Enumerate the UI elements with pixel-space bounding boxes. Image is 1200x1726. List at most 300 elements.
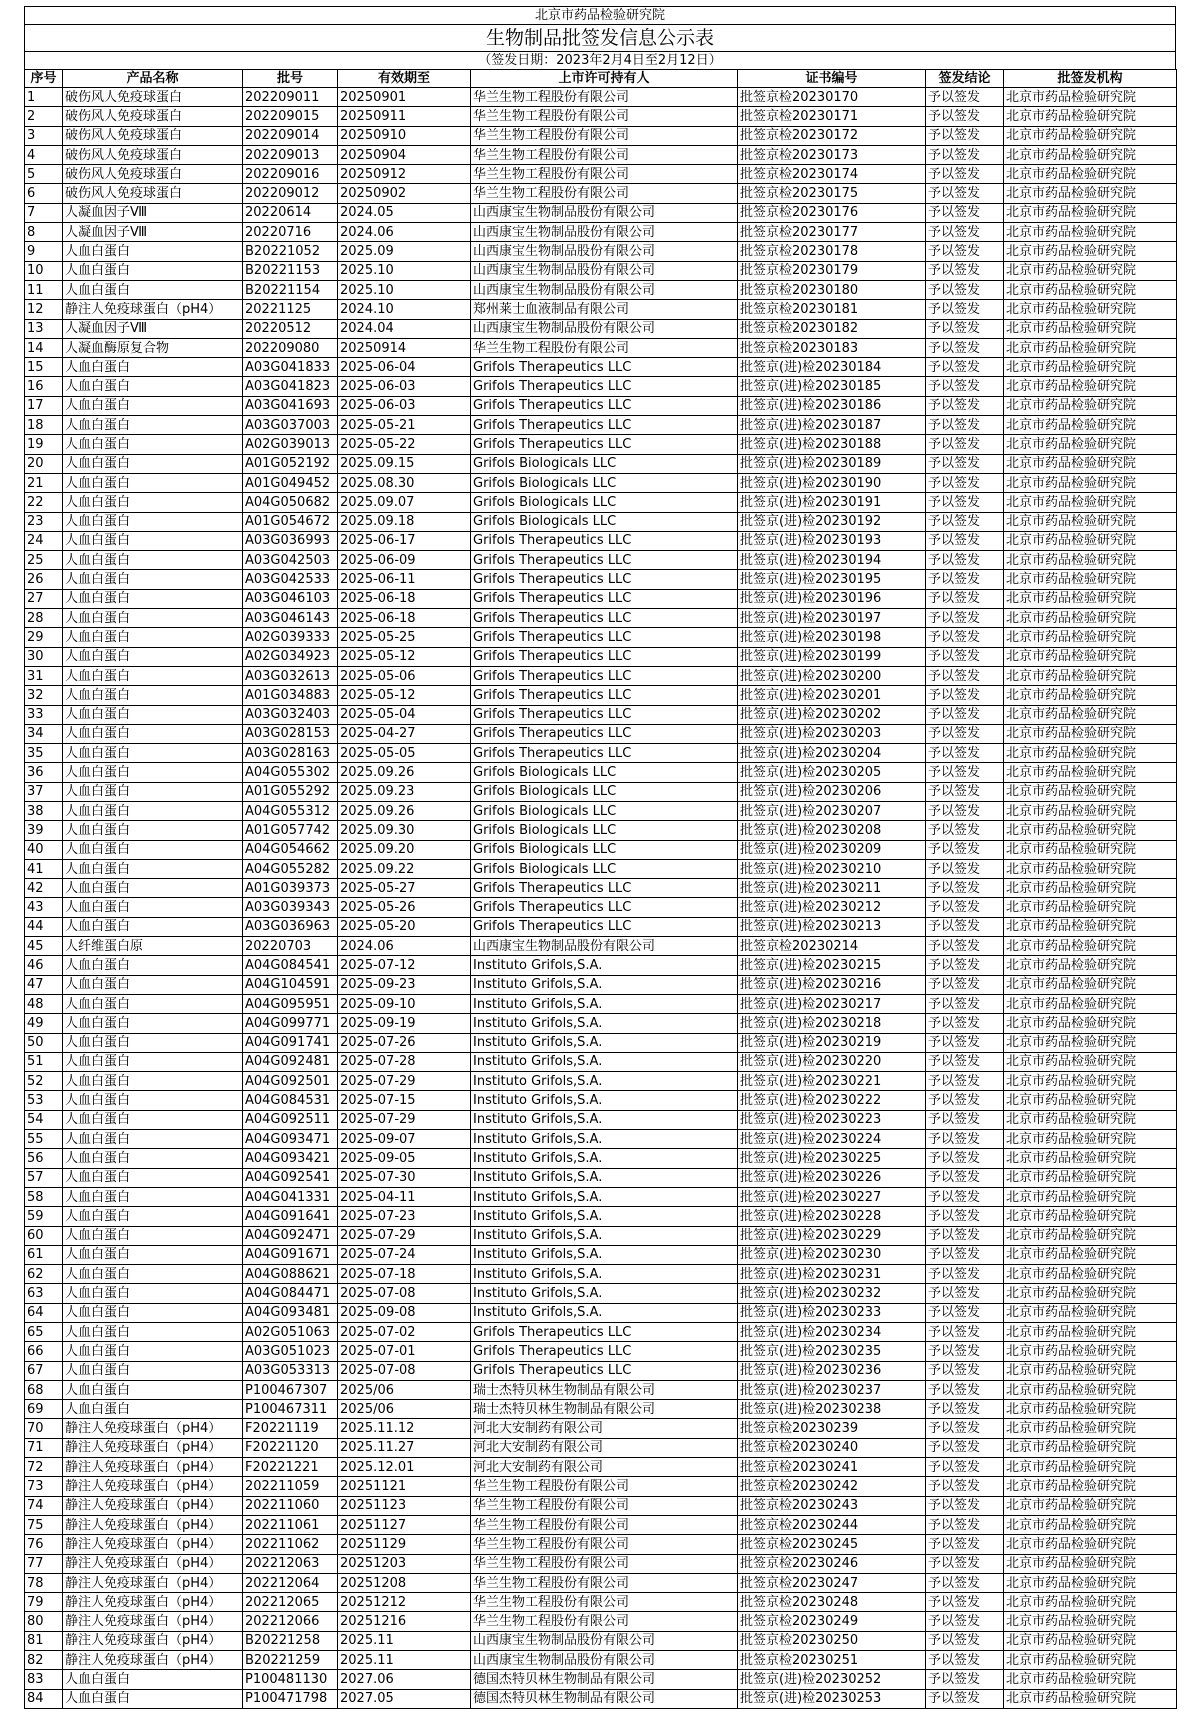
- table-row: [25, 1380, 1177, 1399]
- cell-seq: 79: [25, 1593, 63, 1612]
- cell-issuing-agency: 北京市药品检验研究院: [1004, 223, 1177, 242]
- cell-conclusion: 予以签发: [926, 1168, 1004, 1187]
- cell-license-holder: Grifols Therapeutics LLC: [471, 917, 738, 936]
- cell-conclusion: 予以签发: [926, 801, 1004, 820]
- table-row: [25, 338, 1177, 357]
- cell-certificate-number: 批签京检20230242: [738, 1477, 926, 1496]
- cell-batch-number: B20221052: [243, 242, 338, 261]
- cell-batch-number: 202209011: [243, 88, 338, 107]
- cell-license-holder: Grifols Biologicals LLC: [471, 801, 738, 820]
- cell-seq: 55: [25, 1130, 63, 1149]
- cell-license-holder: Grifols Therapeutics LLC: [471, 879, 738, 898]
- cell-conclusion: 予以签发: [926, 512, 1004, 531]
- table-row: [25, 300, 1177, 319]
- table-row: [25, 531, 1177, 550]
- cell-conclusion: 予以签发: [926, 493, 1004, 512]
- cell-license-holder: Instituto Grifols,S.A.: [471, 975, 738, 994]
- cell-conclusion: 予以签发: [926, 435, 1004, 454]
- cell-batch-number: B20221259: [243, 1651, 338, 1670]
- cell-seq: 35: [25, 744, 63, 763]
- cell-issuing-agency: 北京市药品检验研究院: [1004, 1207, 1177, 1226]
- cell-issuing-agency: 北京市药品检验研究院: [1004, 512, 1177, 531]
- cell-conclusion: 予以签发: [926, 1631, 1004, 1650]
- cell-license-holder: Grifols Biologicals LLC: [471, 859, 738, 878]
- cell-batch-number: 20220703: [243, 937, 338, 956]
- cell-issuing-agency: 北京市药品检验研究院: [1004, 1323, 1177, 1342]
- cell-product-name: 静注人免疫球蛋白（pH4）: [63, 1496, 243, 1515]
- cell-conclusion: 予以签发: [926, 1072, 1004, 1091]
- table-row: [25, 1651, 1177, 1670]
- cell-product-name: 人纤维蛋白原: [63, 937, 243, 956]
- cell-license-holder: 华兰生物工程股份有限公司: [471, 1496, 738, 1515]
- cell-certificate-number: 批签京检20230245: [738, 1535, 926, 1554]
- cell-issuing-agency: 北京市药品检验研究院: [1004, 1458, 1177, 1477]
- table-row: [25, 1535, 1177, 1554]
- table-row: [25, 1187, 1177, 1206]
- cell-expiry-date: 20251127: [338, 1515, 471, 1534]
- cell-product-name: 人血白蛋白: [63, 879, 243, 898]
- cell-certificate-number: 批签京(进)检20230190: [738, 473, 926, 492]
- cell-batch-number: 202209015: [243, 107, 338, 126]
- cell-seq: 61: [25, 1245, 63, 1264]
- cell-expiry-date: 2025/06: [338, 1400, 471, 1419]
- cell-seq: 12: [25, 300, 63, 319]
- cell-conclusion: 予以签发: [926, 1419, 1004, 1438]
- cell-certificate-number: 批签京(进)检20230223: [738, 1110, 926, 1129]
- table-row: [25, 1033, 1177, 1052]
- cell-seq: 63: [25, 1284, 63, 1303]
- table-row: [25, 1110, 1177, 1129]
- cell-license-holder: Grifols Biologicals LLC: [471, 782, 738, 801]
- cell-product-name: 人血白蛋白: [63, 1149, 243, 1168]
- cell-batch-number: A01G034883: [243, 686, 338, 705]
- cell-issuing-agency: 北京市药品检验研究院: [1004, 1052, 1177, 1071]
- cell-batch-number: A04G084531: [243, 1091, 338, 1110]
- cell-seq: 25: [25, 551, 63, 570]
- cell-expiry-date: 2025-05-22: [338, 435, 471, 454]
- cell-batch-number: A02G039333: [243, 628, 338, 647]
- cell-license-holder: 山西康宝生物制品股份有限公司: [471, 1651, 738, 1670]
- table-row: [25, 570, 1177, 589]
- cell-conclusion: 予以签发: [926, 1110, 1004, 1129]
- table-row: [25, 1072, 1177, 1091]
- cell-product-name: 人血白蛋白: [63, 609, 243, 628]
- cell-expiry-date: 2025.11: [338, 1651, 471, 1670]
- cell-product-name: 人血白蛋白: [63, 840, 243, 859]
- cell-seq: 29: [25, 628, 63, 647]
- cell-conclusion: 予以签发: [926, 1670, 1004, 1689]
- table-row: [25, 1573, 1177, 1592]
- table-row: [25, 1168, 1177, 1187]
- document-header: [24, 6, 1176, 69]
- cell-conclusion: 予以签发: [926, 782, 1004, 801]
- cell-expiry-date: 2025-07-08: [338, 1284, 471, 1303]
- cell-certificate-number: 批签京(进)检20230228: [738, 1207, 926, 1226]
- cell-batch-number: A04G095951: [243, 994, 338, 1013]
- cell-conclusion: 予以签发: [926, 1612, 1004, 1631]
- table-row: [25, 1303, 1177, 1322]
- cell-expiry-date: 2025-06-17: [338, 531, 471, 550]
- cell-expiry-date: 20251203: [338, 1554, 471, 1573]
- cell-expiry-date: 2025-06-18: [338, 609, 471, 628]
- cell-conclusion: 予以签发: [926, 184, 1004, 203]
- cell-expiry-date: 2025-07-30: [338, 1168, 471, 1187]
- cell-batch-number: A04G093421: [243, 1149, 338, 1168]
- cell-seq: 16: [25, 377, 63, 396]
- cell-conclusion: 予以签发: [926, 1573, 1004, 1592]
- table-row: [25, 377, 1177, 396]
- cell-batch-number: A01G055292: [243, 782, 338, 801]
- cell-batch-number: A02G039013: [243, 435, 338, 454]
- cell-product-name: 人血白蛋白: [63, 1284, 243, 1303]
- table-row: [25, 145, 1177, 164]
- cell-expiry-date: 2025.09.18: [338, 512, 471, 531]
- column-header-certificate-number: 证书编号: [738, 70, 926, 88]
- cell-batch-number: A04G091671: [243, 1245, 338, 1264]
- cell-conclusion: 予以签发: [926, 396, 1004, 415]
- cell-seq: 74: [25, 1496, 63, 1515]
- cell-conclusion: 予以签发: [926, 570, 1004, 589]
- cell-certificate-number: 批签京检20230181: [738, 300, 926, 319]
- table-row: [25, 705, 1177, 724]
- cell-issuing-agency: 北京市药品检验研究院: [1004, 261, 1177, 280]
- cell-conclusion: 予以签发: [926, 126, 1004, 145]
- cell-issuing-agency: 北京市药品检验研究院: [1004, 589, 1177, 608]
- cell-certificate-number: 批签京(进)检20230236: [738, 1361, 926, 1380]
- cell-issuing-agency: 北京市药品检验研究院: [1004, 473, 1177, 492]
- cell-conclusion: 予以签发: [926, 1052, 1004, 1071]
- cell-issuing-agency: 北京市药品检验研究院: [1004, 1670, 1177, 1689]
- cell-certificate-number: 批签京检20230241: [738, 1458, 926, 1477]
- cell-issuing-agency: 北京市药品检验研究院: [1004, 1612, 1177, 1631]
- cell-certificate-number: 批签京(进)检20230205: [738, 763, 926, 782]
- cell-issuing-agency: 北京市药品检验研究院: [1004, 975, 1177, 994]
- cell-seq: 43: [25, 898, 63, 917]
- table-row: [25, 801, 1177, 820]
- cell-license-holder: 华兰生物工程股份有限公司: [471, 338, 738, 357]
- cell-license-holder: 华兰生物工程股份有限公司: [471, 1554, 738, 1573]
- cell-conclusion: 予以签发: [926, 280, 1004, 299]
- cell-batch-number: A03G041693: [243, 396, 338, 415]
- cell-product-name: 人血白蛋白: [63, 917, 243, 936]
- cell-license-holder: 华兰生物工程股份有限公司: [471, 88, 738, 107]
- table-row: [25, 1342, 1177, 1361]
- cell-conclusion: 予以签发: [926, 1130, 1004, 1149]
- cell-expiry-date: 2024.10: [338, 300, 471, 319]
- cell-product-name: 人血白蛋白: [63, 1072, 243, 1091]
- cell-conclusion: 予以签发: [926, 1226, 1004, 1245]
- cell-expiry-date: 2025-09-08: [338, 1303, 471, 1322]
- cell-certificate-number: 批签京(进)检20230207: [738, 801, 926, 820]
- cell-conclusion: 予以签发: [926, 609, 1004, 628]
- table-row: [25, 724, 1177, 743]
- cell-certificate-number: 批签京(进)检20230230: [738, 1245, 926, 1264]
- cell-expiry-date: 2025.09.15: [338, 454, 471, 473]
- table-row: [25, 1554, 1177, 1573]
- cell-seq: 23: [25, 512, 63, 531]
- table-row: [25, 1323, 1177, 1342]
- cell-conclusion: 予以签发: [926, 1303, 1004, 1322]
- cell-issuing-agency: 北京市药品检验研究院: [1004, 840, 1177, 859]
- cell-expiry-date: 2025.09: [338, 242, 471, 261]
- cell-conclusion: 予以签发: [926, 1515, 1004, 1534]
- cell-product-name: 人血白蛋白: [63, 416, 243, 435]
- cell-seq: 6: [25, 184, 63, 203]
- cell-certificate-number: 批签京(进)检20230203: [738, 724, 926, 743]
- cell-expiry-date: 20251208: [338, 1573, 471, 1592]
- cell-product-name: 静注人免疫球蛋白（pH4）: [63, 1515, 243, 1534]
- cell-issuing-agency: 北京市药品检验研究院: [1004, 609, 1177, 628]
- cell-batch-number: 20220716: [243, 223, 338, 242]
- cell-certificate-number: 批签京(进)检20230208: [738, 821, 926, 840]
- cell-product-name: 人血白蛋白: [63, 975, 243, 994]
- cell-certificate-number: 批签京(进)检20230197: [738, 609, 926, 628]
- cell-issuing-agency: 北京市药品检验研究院: [1004, 1380, 1177, 1399]
- cell-issuing-agency: 北京市药品检验研究院: [1004, 184, 1177, 203]
- cell-seq: 8: [25, 223, 63, 242]
- cell-batch-number: 202212064: [243, 1573, 338, 1592]
- cell-batch-number: P100467307: [243, 1380, 338, 1399]
- cell-seq: 3: [25, 126, 63, 145]
- cell-batch-number: A02G051063: [243, 1323, 338, 1342]
- cell-batch-number: A03G042533: [243, 570, 338, 589]
- table-row: [25, 859, 1177, 878]
- cell-seq: 36: [25, 763, 63, 782]
- cell-license-holder: Grifols Therapeutics LLC: [471, 666, 738, 685]
- cell-product-name: 静注人免疫球蛋白（pH4）: [63, 1477, 243, 1496]
- cell-conclusion: 予以签发: [926, 1149, 1004, 1168]
- cell-seq: 22: [25, 493, 63, 512]
- cell-seq: 37: [25, 782, 63, 801]
- cell-batch-number: A03G046143: [243, 609, 338, 628]
- cell-product-name: 人血白蛋白: [63, 628, 243, 647]
- cell-certificate-number: 批签京(进)检20230211: [738, 879, 926, 898]
- cell-expiry-date: 20250910: [338, 126, 471, 145]
- cell-certificate-number: 批签京(进)检20230238: [738, 1400, 926, 1419]
- cell-certificate-number: 批签京检20230171: [738, 107, 926, 126]
- cell-seq: 78: [25, 1573, 63, 1592]
- cell-seq: 26: [25, 570, 63, 589]
- cell-expiry-date: 20251212: [338, 1593, 471, 1612]
- cell-batch-number: A04G092501: [243, 1072, 338, 1091]
- cell-expiry-date: 20250911: [338, 107, 471, 126]
- column-header-batch-number: 批号: [243, 70, 338, 88]
- cell-seq: 30: [25, 647, 63, 666]
- cell-conclusion: 予以签发: [926, 107, 1004, 126]
- cell-conclusion: 予以签发: [926, 551, 1004, 570]
- cell-certificate-number: 批签京(进)检20230194: [738, 551, 926, 570]
- cell-certificate-number: 批签京检20230244: [738, 1515, 926, 1534]
- cell-issuing-agency: 北京市药品检验研究院: [1004, 1130, 1177, 1149]
- issue-period: （签发日期：2023年2月4日至2月12日）: [478, 53, 722, 68]
- cell-conclusion: 予以签发: [926, 1651, 1004, 1670]
- cell-batch-number: 202211060: [243, 1496, 338, 1515]
- cell-conclusion: 予以签发: [926, 1284, 1004, 1303]
- cell-seq: 56: [25, 1149, 63, 1168]
- cell-batch-number: A03G053313: [243, 1361, 338, 1380]
- cell-conclusion: 予以签发: [926, 454, 1004, 473]
- cell-seq: 48: [25, 994, 63, 1013]
- cell-product-name: 人血白蛋白: [63, 512, 243, 531]
- cell-issuing-agency: 北京市药品检验研究院: [1004, 666, 1177, 685]
- cell-batch-number: F20221119: [243, 1419, 338, 1438]
- table-row: [25, 512, 1177, 531]
- table-row: [25, 280, 1177, 299]
- cell-expiry-date: 2025.09.26: [338, 801, 471, 820]
- cell-issuing-agency: 北京市药品检验研究院: [1004, 879, 1177, 898]
- cell-product-name: 人血白蛋白: [63, 1207, 243, 1226]
- cell-seq: 2: [25, 107, 63, 126]
- cell-seq: 24: [25, 531, 63, 550]
- cell-product-name: 人血白蛋白: [63, 377, 243, 396]
- table-row: [25, 1149, 1177, 1168]
- cell-expiry-date: 2025-05-26: [338, 898, 471, 917]
- cell-seq: 11: [25, 280, 63, 299]
- cell-issuing-agency: 北京市药品检验研究院: [1004, 1554, 1177, 1573]
- cell-issuing-agency: 北京市药品检验研究院: [1004, 801, 1177, 820]
- cell-license-holder: 华兰生物工程股份有限公司: [471, 1573, 738, 1592]
- cell-conclusion: 予以签发: [926, 300, 1004, 319]
- table-header-row: [25, 70, 1177, 88]
- cell-batch-number: B20221258: [243, 1631, 338, 1650]
- cell-seq: 31: [25, 666, 63, 685]
- cell-license-holder: Grifols Therapeutics LLC: [471, 1323, 738, 1342]
- cell-seq: 15: [25, 358, 63, 377]
- cell-license-holder: Instituto Grifols,S.A.: [471, 1226, 738, 1245]
- cell-seq: 33: [25, 705, 63, 724]
- cell-license-holder: Grifols Biologicals LLC: [471, 763, 738, 782]
- table-row: [25, 1052, 1177, 1071]
- cell-issuing-agency: 北京市药品检验研究院: [1004, 917, 1177, 936]
- cell-batch-number: 20220614: [243, 203, 338, 222]
- cell-expiry-date: 2025-07-02: [338, 1323, 471, 1342]
- cell-product-name: 破伤风人免疫球蛋白: [63, 107, 243, 126]
- cell-batch-number: 202209080: [243, 338, 338, 357]
- cell-product-name: 人血白蛋白: [63, 666, 243, 685]
- cell-seq: 57: [25, 1168, 63, 1187]
- cell-conclusion: 予以签发: [926, 1091, 1004, 1110]
- cell-expiry-date: 2025-06-04: [338, 358, 471, 377]
- cell-issuing-agency: 北京市药品检验研究院: [1004, 1168, 1177, 1187]
- cell-issuing-agency: 北京市药品检验研究院: [1004, 744, 1177, 763]
- cell-conclusion: 予以签发: [926, 686, 1004, 705]
- cell-license-holder: Grifols Therapeutics LLC: [471, 898, 738, 917]
- cell-conclusion: 予以签发: [926, 1477, 1004, 1496]
- cell-certificate-number: 批签京(进)检20230204: [738, 744, 926, 763]
- cell-conclusion: 予以签发: [926, 879, 1004, 898]
- cell-conclusion: 予以签发: [926, 1187, 1004, 1206]
- cell-batch-number: A04G093471: [243, 1130, 338, 1149]
- cell-batch-number: 202211062: [243, 1535, 338, 1554]
- cell-product-name: 静注人免疫球蛋白（pH4）: [63, 1419, 243, 1438]
- cell-seq: 66: [25, 1342, 63, 1361]
- cell-batch-number: 202211061: [243, 1515, 338, 1534]
- cell-certificate-number: 批签京(进)检20230189: [738, 454, 926, 473]
- cell-batch-number: A01G052192: [243, 454, 338, 473]
- cell-seq: 10: [25, 261, 63, 280]
- cell-certificate-number: 批签京检20230240: [738, 1438, 926, 1457]
- cell-expiry-date: 2025-06-09: [338, 551, 471, 570]
- cell-certificate-number: 批签京检20230174: [738, 165, 926, 184]
- cell-conclusion: 予以签发: [926, 1014, 1004, 1033]
- cell-license-holder: Grifols Therapeutics LLC: [471, 628, 738, 647]
- cell-issuing-agency: 北京市药品检验研究院: [1004, 1631, 1177, 1650]
- table-row: [25, 1631, 1177, 1650]
- cell-certificate-number: 批签京(进)检20230198: [738, 628, 926, 647]
- cell-license-holder: Grifols Therapeutics LLC: [471, 396, 738, 415]
- cell-product-name: 人血白蛋白: [63, 493, 243, 512]
- cell-expiry-date: 2024.06: [338, 937, 471, 956]
- cell-license-holder: Grifols Therapeutics LLC: [471, 1342, 738, 1361]
- cell-certificate-number: 批签京(进)检20230233: [738, 1303, 926, 1322]
- cell-issuing-agency: 北京市药品检验研究院: [1004, 165, 1177, 184]
- cell-seq: 76: [25, 1535, 63, 1554]
- cell-conclusion: 予以签发: [926, 1342, 1004, 1361]
- cell-product-name: 人血白蛋白: [63, 782, 243, 801]
- cell-product-name: 破伤风人免疫球蛋白: [63, 88, 243, 107]
- cell-license-holder: Grifols Therapeutics LLC: [471, 358, 738, 377]
- cell-product-name: 静注人免疫球蛋白（pH4）: [63, 1554, 243, 1573]
- cell-issuing-agency: 北京市药品检验研究院: [1004, 705, 1177, 724]
- cell-conclusion: 予以签发: [926, 242, 1004, 261]
- cell-batch-number: 202209014: [243, 126, 338, 145]
- cell-certificate-number: 批签京检20230182: [738, 319, 926, 338]
- cell-seq: 21: [25, 473, 63, 492]
- table-row: [25, 493, 1177, 512]
- table-row: [25, 126, 1177, 145]
- cell-conclusion: 予以签发: [926, 589, 1004, 608]
- cell-expiry-date: 20250912: [338, 165, 471, 184]
- cell-seq: 28: [25, 609, 63, 628]
- cell-conclusion: 予以签发: [926, 975, 1004, 994]
- cell-seq: 67: [25, 1361, 63, 1380]
- cell-certificate-number: 批签京检20230170: [738, 88, 926, 107]
- cell-seq: 84: [25, 1689, 63, 1708]
- cell-seq: 51: [25, 1052, 63, 1071]
- cell-product-name: 静注人免疫球蛋白（pH4）: [63, 1593, 243, 1612]
- cell-product-name: 人血白蛋白: [63, 1265, 243, 1284]
- column-header-seq: 序号: [25, 70, 63, 88]
- table-row: [25, 551, 1177, 570]
- cell-conclusion: 予以签发: [926, 1361, 1004, 1380]
- cell-expiry-date: 2025.09.26: [338, 763, 471, 782]
- cell-product-name: 人血白蛋白: [63, 435, 243, 454]
- cell-product-name: 人血白蛋白: [63, 1303, 243, 1322]
- table-row: [25, 454, 1177, 473]
- cell-product-name: 人凝血因子Ⅷ: [63, 319, 243, 338]
- cell-issuing-agency: 北京市药品检验研究院: [1004, 1361, 1177, 1380]
- cell-seq: 73: [25, 1477, 63, 1496]
- cell-batch-number: A04G091741: [243, 1033, 338, 1052]
- cell-conclusion: 予以签发: [926, 898, 1004, 917]
- cell-license-holder: Instituto Grifols,S.A.: [471, 1245, 738, 1264]
- column-header-expiry-date: 有效期至: [338, 70, 471, 88]
- cell-conclusion: 予以签发: [926, 88, 1004, 107]
- cell-license-holder: 山西康宝生物制品股份有限公司: [471, 203, 738, 222]
- cell-conclusion: 予以签发: [926, 1593, 1004, 1612]
- cell-license-holder: Grifols Therapeutics LLC: [471, 744, 738, 763]
- table-row: [25, 666, 1177, 685]
- cell-product-name: 静注人免疫球蛋白（pH4）: [63, 1535, 243, 1554]
- cell-seq: 14: [25, 338, 63, 357]
- cell-expiry-date: 2025-04-11: [338, 1187, 471, 1206]
- table-row: [25, 261, 1177, 280]
- cell-license-holder: Grifols Therapeutics LLC: [471, 1361, 738, 1380]
- cell-certificate-number: 批签京(进)检20230187: [738, 416, 926, 435]
- cell-conclusion: 予以签发: [926, 937, 1004, 956]
- cell-license-holder: 华兰生物工程股份有限公司: [471, 145, 738, 164]
- cell-product-name: 人血白蛋白: [63, 1014, 243, 1033]
